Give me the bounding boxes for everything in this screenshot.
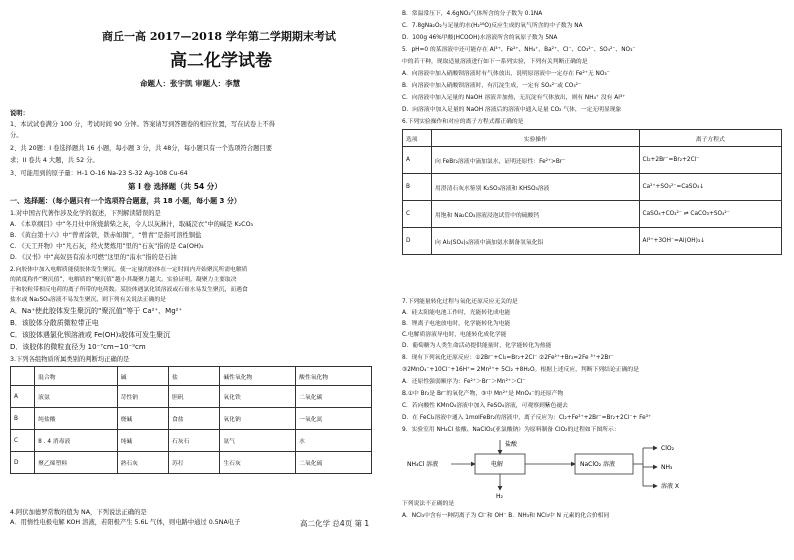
table-cell: 二氧化碳 [296, 386, 372, 408]
diagram-start-label: NH₄Cl 溶液 [407, 461, 439, 468]
q3-table [10, 366, 372, 474]
q3-header-cell: 酸性氧化物 [296, 367, 372, 386]
text-line: C．7.8gNa₂O₂与足量的水(H₂¹⁸O)反应生成的氧气所含的中子数为 NA [402, 23, 583, 29]
instruction-line: 求；II 卷共 4 大题，共 52 分。 [10, 157, 99, 164]
text-line: D．100g 46%甲酸(HCOOH)水溶液所含的氧原子数为 5NA [402, 35, 558, 41]
text-line: 6.下列实验操作和对应的离子方程式都正确的是 [402, 119, 524, 125]
text-line: ③2MnO₄⁻+10Cl⁻+16H⁺= 2Mn²⁺+ 5Cl₂ +8H₂O。根据上述反应，判断下列结论正确的是 [402, 367, 639, 373]
text-line: B．锂离子电池放电时，化学能转化为电能 [402, 321, 511, 327]
q1-option: B. 《黄白第十六》中“曾青涂铁，铁赤如铜”，“曾青”是指可溶性铜盐 [10, 232, 202, 239]
q3-header-cell: 盐 [168, 367, 219, 386]
q1-stem: 1.对中国古代著作涉及化学的叙述，下列解读错误的是 [10, 210, 161, 217]
table-cell: 纯碱 [117, 430, 168, 452]
table-cell: A [11, 386, 35, 408]
diagram-box2-label: NaClO₂ 溶液 [580, 461, 616, 468]
q3-header-cell: 碱性氧化物 [220, 367, 296, 386]
table-cell: 食盐 [168, 408, 219, 430]
table-row [403, 201, 782, 228]
table-cell: 用饱和 Na₂CO₃溶液浸泡试管中的硫酸钙 [432, 201, 640, 228]
q1-option: D. 《汉书》中“高奴县有洧水可燃”这里的“洧水”指的是石油 [10, 254, 177, 261]
table-cell: B [403, 174, 432, 201]
text-line: A．向溶液中加入硝酸钡溶液时有气体放出，说明原溶液中一定存在 Fe²⁺无 NO₃⁻ [402, 71, 610, 77]
q4-option: A．用惰性电极电解 KOH 溶液，若阳极产生 5.6L 气体，则电路中通过 0.5NA电子 [10, 519, 241, 526]
process-diagram [405, 436, 695, 528]
table-cell: 一氧化氮 [296, 408, 372, 430]
q2-stem: 盐水或 Na₂SO₄溶液不易发生聚沉，则下列有关说法正确的是 [10, 297, 166, 303]
q2-option: D．该胶体的微粒直径为 10⁻⁷cm~10⁻⁹cm [10, 343, 146, 351]
table-cell: D [403, 228, 432, 255]
table-row [11, 408, 372, 430]
text-line: 5．pH=0 的某溶液中还可能存在 Al³⁺、Fe²⁺、NH₄⁺、Ba²⁺、Cl⁻、CO₃²⁻、SO₄²⁻、NO₃⁻ [402, 47, 636, 53]
page-footer: 高二化学 总4页 第 1 [300, 519, 370, 528]
text-line: C．向溶液中加入足量的 NaOH 溶液并加热，无沉淀有气体放出，则有 NH₄⁺ 没有 Al³⁺ [402, 95, 626, 101]
table-row [11, 386, 372, 408]
exam-title: 商丘一高 2017—2018 学年第二学期期末考试 [102, 30, 336, 43]
table-cell: 液氨 [35, 386, 117, 408]
text-line: C．若向酸性 KMnO₄溶液中加入 FeSO₄溶液，可观察到紫色褪去 [402, 403, 568, 409]
q2-option: A．Na⁺使此胶体发生聚沉的“聚沉值”等于 Ca²⁺、Mg²⁺ [10, 307, 183, 315]
table-cell: Ca²⁺+SO₃²⁻=CaSO₃↓ [639, 174, 781, 201]
text-line: 9．实验室用 NH₄Cl 盐酸、NaClO₂(亚氯酸钠）为原料制备 ClO₂的过程如下图所示： [402, 427, 620, 433]
q4-stem: 4.阿伏加德罗常数的值为 NA，下列说法正确的是 [10, 509, 147, 516]
q2-option: B．该胶体分散质微粒带正电 [10, 319, 99, 327]
diagram-nh3-label: NH₃ [661, 464, 673, 471]
q6-header-cell: 离子方程式 [639, 130, 781, 147]
diagram-hcl-label: 盐酸 [505, 441, 518, 448]
table-cell: 氧化铁 [220, 386, 296, 408]
table-row [403, 228, 782, 255]
q2-option: C．该胶体遇氯化钡溶液或 Fe(OH)₃胶体可发生聚沉 [10, 331, 171, 339]
text-line: C.电解质溶液导电时，电能转化成化学能 [402, 332, 507, 338]
diagram-box1-label: 电解 [491, 461, 504, 468]
q2-stem: 的浓度称作“聚沉值”，电解质的“聚沉值”越小其凝聚力越大。实验证明，凝聚力主要取决 [10, 277, 237, 283]
text-line: A．NCl₃中含有一种阴离子为 Cl⁻和 OH⁻ B．NH₃和 NCl₃中 N 元素的化合价相同 [402, 513, 610, 519]
table-cell: 聚乙烯塑料 [35, 452, 117, 474]
q3-header-cell: 混合物 [35, 367, 117, 386]
part1-title: 第 I 卷 选择题（共 54 分） [128, 182, 222, 191]
table-cell: 烧碱 [117, 408, 168, 430]
instruction-line: 3、可能用到的原子量：H-1 O-16 Na-23 S-32 Ag-108 Cu-64 [10, 170, 188, 177]
text-line: D．在 FeCl₂溶液中通入 1molFeBr₂的溶液中，离子反应为：Cl₂+Fe²⁺+2Br⁻=Br₂+2Cl⁻+ Fe³⁺ [402, 415, 652, 421]
table-cell: Al³⁺+3OH⁻=Al(OH)₃↓ [639, 228, 781, 255]
table-cell: 苏打 [168, 452, 219, 474]
instructions-heading: 说明： [10, 110, 29, 117]
instruction-line: 1、本试试卷满分 100 分，考试时间 90 分钟。答案请写到答题卷的相应位置，写在试卷上不得 [10, 121, 276, 128]
text-line: D．葡萄糖为人类生命活动提供能量时，化学能转化为热能 [402, 343, 552, 349]
table-row [403, 147, 782, 174]
table-cell: B [11, 408, 35, 430]
text-line: D．向溶液中加入足量的 NaOH 溶液后的溶液中通入足量 CO₂ 气体，一定无明显现象 [402, 107, 622, 113]
q1-option: C. 《天工开物》中“凡石灰，经火焚炼用”里的“石灰”指的是 Ca(OH)₂ [10, 243, 204, 250]
text-line: A．硅太阳能电池工作时，光能转化成电能 [402, 310, 511, 316]
table-cell: 氧化钠 [220, 408, 296, 430]
subject-title: 高二化学试卷 [170, 51, 272, 71]
text-line: A．还原性强弱顺序为：Fe²⁺＞Br⁻＞Mn²⁺＞Cl⁻ [402, 379, 526, 385]
table-row [11, 452, 372, 474]
q3-header-cell [11, 367, 35, 386]
table-row [11, 430, 372, 452]
table-row [403, 174, 782, 201]
instruction-line: 分。 [10, 132, 23, 139]
diagram-h2-label: H₂ [496, 493, 503, 500]
text-line: 中的若干种，现取适量溶液进行如下一系列实验，下列有关判断正确的是 [402, 59, 588, 65]
text-line: B．常温常压下，4.6gNO₂气体所含的分子数为 0.1NA [402, 11, 543, 17]
table-cell: 苛性钠 [117, 386, 168, 408]
q6-table [402, 129, 782, 255]
table-cell: A [403, 147, 432, 174]
table-cell: 二氧化硫 [296, 452, 372, 474]
table-cell: D [11, 452, 35, 474]
text-line: B．向溶液中加入硝酸钡溶液时，有沉淀生成，一定有 SO₄²⁻或 CO₃²⁻ [402, 83, 582, 89]
q6-header-cell: 实验操作 [432, 130, 640, 147]
table-cell: C [11, 430, 35, 452]
table-cell: CaSO₄+CO₃²⁻ ⇌ CaCO₃+SO₄²⁻ [639, 201, 781, 228]
table-cell: 胆矾 [168, 386, 219, 408]
table-cell: 纯盐酸 [35, 408, 117, 430]
diagram-clo2-label: ClO₂ [661, 445, 674, 452]
table-cell: Cl₂+2Br⁻=Br₂+2Cl⁻ [639, 147, 781, 174]
table-cell: 向 FeBr₂溶液中滴加氯水，证明还原性：Fe²⁺>Br⁻ [432, 147, 640, 174]
q6-header-cell: 选项 [403, 130, 432, 147]
authors: 命题人：张宇凯 审题人：李慧 [140, 79, 241, 88]
diagram-solution-x-label: 溶液 X [661, 483, 680, 490]
q3-stem: 3.下列各组物质所属类别的判断均正确的是 [10, 356, 130, 363]
instruction-line: 2、共 20题：I 卷选择题共 16 小题，每小题 3 分，共 48分，每小题只有一个选项符合题目要 [10, 145, 273, 152]
table-cell: 氨气 [220, 430, 296, 452]
text-line: 下列说法不正确的是 [402, 501, 455, 507]
table-cell: 用澄清石灰水鉴别 K₂SO₃溶液和 KHSO₃溶液 [432, 174, 640, 201]
table-cell: 熟石灰 [117, 452, 168, 474]
section-heading: 一、选择题：（每小题只有一个选项符合题意，共 18 小题，每小题 3 分） [10, 197, 241, 205]
table-cell: 8 . 4 消毒液 [35, 430, 117, 452]
q3-header-cell: 碱 [117, 367, 168, 386]
q1-option: A. 《本草纲目》中“冬月灶中所烧薪柴之灰，令人以灰淋汁，取碱浣衣”中的碱是 K₂CO₃ [10, 221, 254, 228]
table-cell: C [403, 201, 432, 228]
q2-stem: 于和胶粒带相反电荷的离子所带的电荷数。某胶体遇氯化镁溶液或石膏水易发生聚沉，而遇食 [10, 287, 248, 293]
table-cell: 向 Al₂(SO₄)₃溶液中滴加氨水制备氢氧化铝 [432, 228, 640, 255]
table-cell: 石灰石 [168, 430, 219, 452]
text-line: B.①中 Br₂是 Br⁻的氧化产物，③中 Mn²⁺是 MnO₄⁻的还原产物 [402, 391, 564, 397]
q2-stem: 2.向胶体中加入电解质能使胶体发生聚沉。使一定量的胶体在一定时间内开始聚沉所需电解质 [10, 267, 248, 273]
table-cell: 水 [296, 430, 372, 452]
table-cell: 生石灰 [220, 452, 296, 474]
text-line: 8．现有下列氧化还原反应：①2Br⁻+Cl₂=Br₂+2Cl⁻ ②2Fe²⁺+Br₂=2Fe ³⁺+2Br⁻ [402, 355, 614, 361]
text-line: 7.下列能量转化过程与氧化还原反应无关的是 [402, 299, 518, 305]
